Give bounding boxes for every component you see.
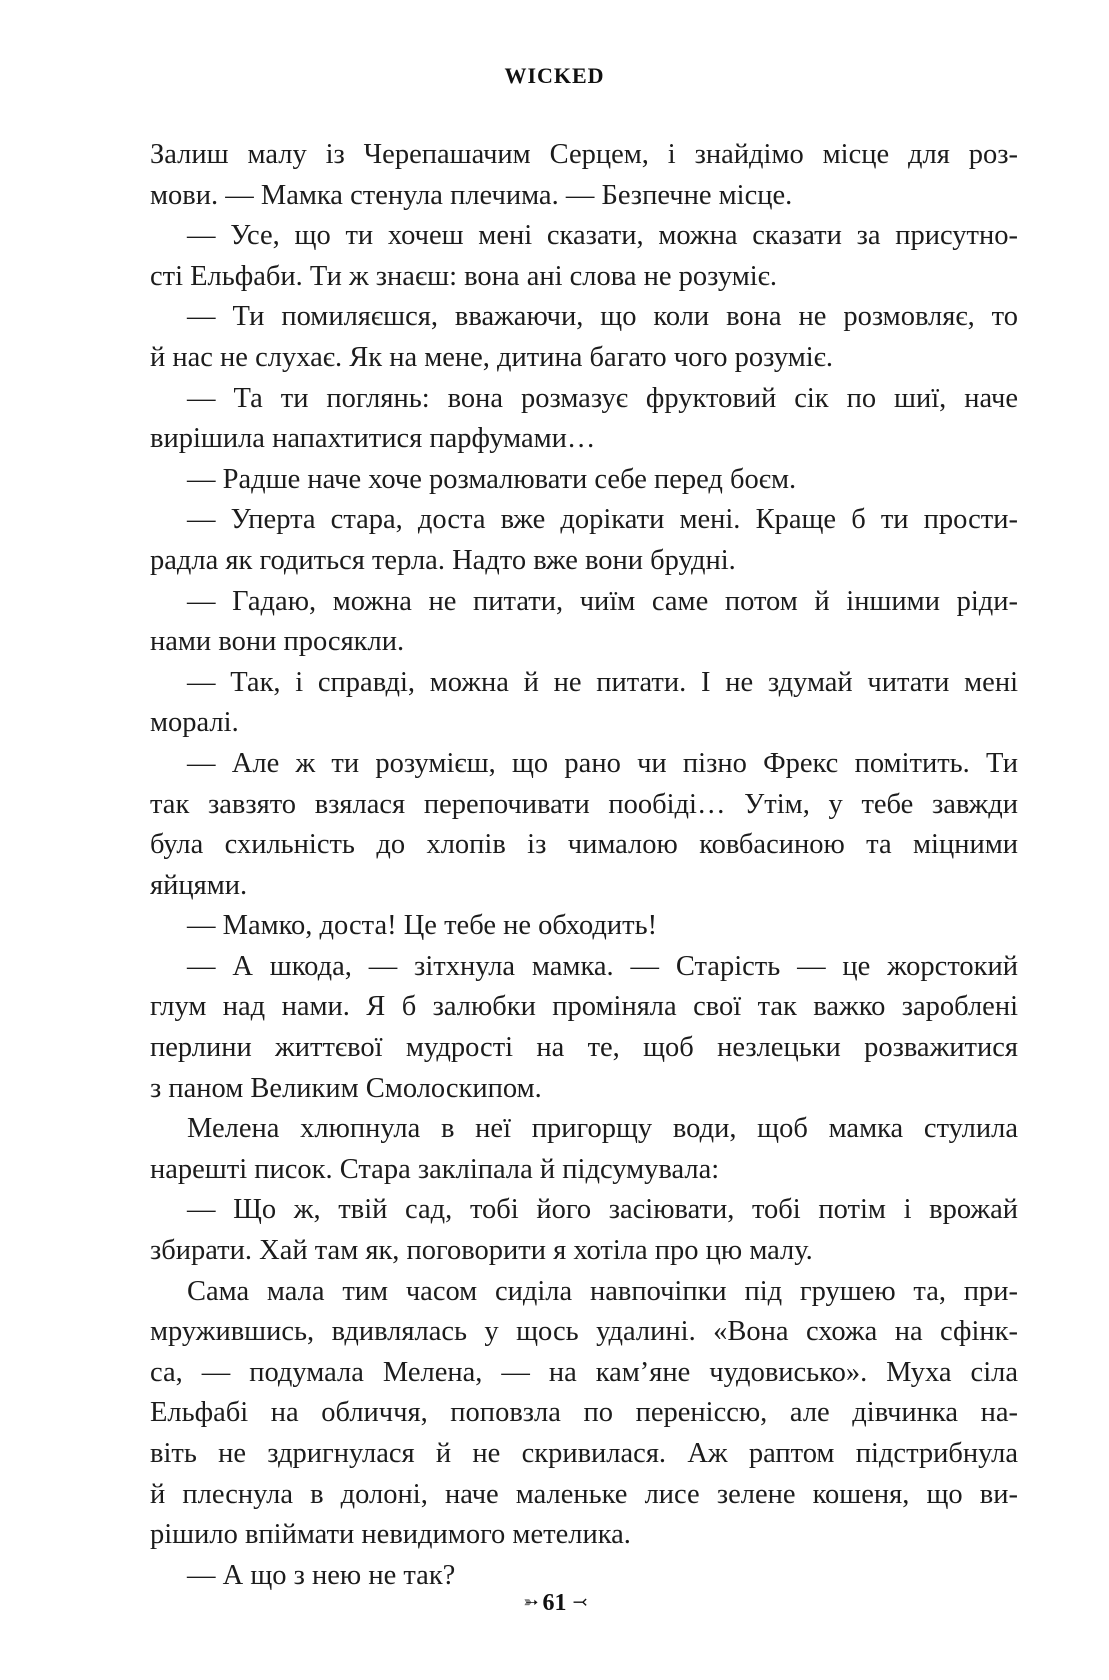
text-line: глум над нами. Я б залюбки проміняла свої так важко зароблені bbox=[150, 991, 1018, 1023]
text-line: — Та ти поглянь: вона розмазує фруктовий сік по шиї, наче bbox=[187, 382, 1018, 414]
text-line: з паном Великим Смолоскипом. bbox=[150, 1072, 542, 1104]
text-line: моралі. bbox=[150, 707, 239, 739]
body-text bbox=[150, 135, 1018, 1596]
text-line: вирішила напахтитися парфумами… bbox=[150, 423, 596, 455]
page-number: 61 bbox=[542, 1590, 567, 1616]
text-line: — Але ж ти розумієш, що рано чи пізно Фрекс помітить. Ти bbox=[187, 747, 1018, 779]
text-line: — Радше наче хоче розмалювати себе перед боєм. bbox=[187, 463, 797, 495]
text-line: сті Ельфаби. Ти ж знаєш: вона ані слова не розуміє. bbox=[150, 260, 777, 292]
text-line: — Гадаю, можна не питати, чиїм саме потом й іншими ріди- bbox=[187, 585, 1018, 617]
text-line: мови. — Мамка стенула плечима. — Безпечне місце. bbox=[150, 179, 793, 211]
ornament-left-icon: ➳ bbox=[523, 1592, 537, 1612]
text-line: мружившись, вдивлялась у щось удалині. «Вона схожа на сфінк- bbox=[150, 1316, 1018, 1348]
text-line: са, — подумала Мелена, — на кам’яне чудовисько». Муха сіла bbox=[150, 1356, 1018, 1388]
text-line: нами вони просякли. bbox=[150, 626, 405, 658]
text-line: Залиш малу із Черепашачим Серцем, і знайдімо місце для роз- bbox=[150, 139, 1018, 170]
text-line: віть не здригнулася й не скривилася. Аж раптом підстрибнула bbox=[150, 1438, 1018, 1469]
text-line: — Ти помиляєшся, вважаючи, що коли вона не розмовляє, то bbox=[187, 301, 1018, 333]
ornament-right-icon: ⤙ bbox=[572, 1592, 586, 1612]
text-line: — Мамко, доста! Це тебе не обходить! bbox=[187, 910, 658, 942]
text-line: — Уперта стара, доста вже дорікати мені. Краще б ти прости- bbox=[187, 504, 1018, 536]
text-line: Ельфабі на обличчя, поповзла по переніссю, але дівчинка на- bbox=[150, 1397, 1018, 1429]
page-number-footer bbox=[0, 1590, 1109, 1617]
text-line: перлини життєвої мудрості на те, щоб незлецьки розважитися bbox=[150, 1032, 1018, 1064]
text-line: Сама мала тим часом сиділа навпочіпки під грушею та, при- bbox=[187, 1275, 1018, 1307]
running-head: WICKED bbox=[504, 63, 605, 88]
text-line: Мелена хлюпнула в неї пригорщу води, щоб мамка стулила bbox=[187, 1113, 1018, 1145]
text-line: й плеснула в долоні, наче маленьке лисе зелене кошеня, що ви- bbox=[150, 1478, 1018, 1510]
text-line: нарешті писок. Стара закліпала й підсумувала: bbox=[150, 1153, 720, 1185]
text-line: була схильність до хлопів із чималою ковбасиною та міцними bbox=[150, 829, 1018, 861]
text-line: збирати. Хай там як, поговорити я хотіла про цю малу. bbox=[150, 1235, 813, 1267]
text-line: — Так, і справді, можна й не питати. І не здумай читати мені bbox=[187, 666, 1018, 698]
text-line: — Усе, що ти хочеш мені сказати, можна сказати за присутно- bbox=[187, 220, 1018, 252]
text-line: так завзято взялася перепочивати пообіді… Утім, у тебе завжди bbox=[150, 788, 1018, 820]
text-line: — А шкода, — зітхнула мамка. — Старість — це жорстокий bbox=[187, 950, 1018, 982]
text-line: яйцями. bbox=[150, 869, 248, 901]
text-line: рішило впіймати невидимого метелика. bbox=[150, 1519, 631, 1551]
text-line: — Що ж, твій сад, тобі його засіювати, тобі потім і врожай bbox=[187, 1194, 1018, 1226]
text-line: — А що з нею не так? bbox=[187, 1559, 456, 1591]
text-line: й нас не слухає. Як на мене, дитина багато чого розуміє. bbox=[150, 341, 834, 373]
text-line: радла як годиться терла. Надто вже вони брудні. bbox=[150, 544, 736, 576]
